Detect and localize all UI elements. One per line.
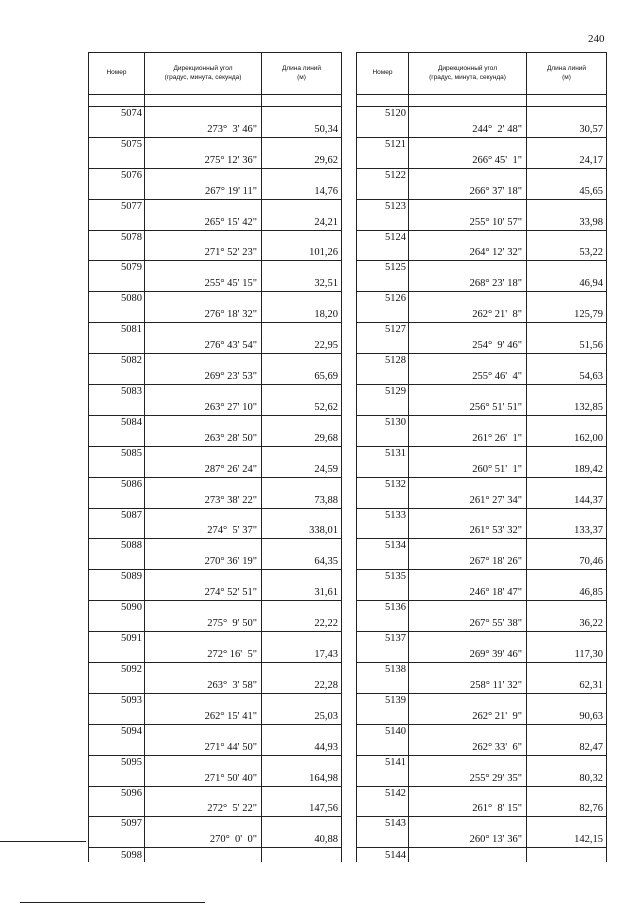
line-length-cell: 133,37 <box>527 508 607 539</box>
direction-angle-cell: 275° 9' 50" <box>145 601 262 632</box>
line-length-cell: 44,93 <box>262 724 342 755</box>
direction-angle-cell: 267° 55' 38" <box>409 601 527 632</box>
line-length-cell: 82,47 <box>527 724 607 755</box>
line-length-cell: 45,65 <box>527 168 607 199</box>
table-row <box>357 168 607 199</box>
table-row <box>357 539 607 570</box>
line-length-cell: 117,30 <box>527 632 607 663</box>
line-length-cell: 147,56 <box>262 786 342 817</box>
direction-angle-cell: 273° 38' 22" <box>145 477 262 508</box>
point-number-cell: 5134 <box>357 539 409 570</box>
direction-angle-cell: 262° 15' 41" <box>145 693 262 724</box>
line-length-cell: 32,51 <box>262 261 342 292</box>
table-row <box>357 415 607 446</box>
direction-angle-cell: 255° 46' 4" <box>409 354 527 385</box>
point-number-cell: 5078 <box>89 230 145 261</box>
line-length-cell: 65,69 <box>262 354 342 385</box>
point-number-cell: 5122 <box>357 168 409 199</box>
table-row <box>357 107 607 138</box>
direction-angle-cell: 276° 18' 32" <box>145 292 262 323</box>
direction-angle-cell: 255° 29' 35" <box>409 755 527 786</box>
point-number-cell: 5124 <box>357 230 409 261</box>
spacer-cell <box>262 95 342 107</box>
direction-angle-cell: 270° 36' 19" <box>145 539 262 570</box>
direction-angle-cell: 263° 27' 10" <box>145 385 262 416</box>
direction-angle-cell: 269° 39' 46" <box>409 632 527 663</box>
table-row <box>89 199 342 230</box>
point-number-cell: 5123 <box>357 199 409 230</box>
point-number-cell: 5092 <box>89 663 145 694</box>
line-length-cell: 142,15 <box>527 817 607 848</box>
line-length-cell: 31,61 <box>262 570 342 601</box>
table-row <box>357 508 607 539</box>
point-number-cell: 5094 <box>89 724 145 755</box>
table-row <box>357 477 607 508</box>
point-number-cell: 5132 <box>357 477 409 508</box>
point-number-cell: 5126 <box>357 292 409 323</box>
line-length-cell: 36,22 <box>527 601 607 632</box>
line-length-cell: 50,34 <box>262 107 342 138</box>
point-number-cell: 5084 <box>89 415 145 446</box>
table-row <box>89 137 342 168</box>
direction-angle-cell: 272° 16' 5" <box>145 632 262 663</box>
table-row <box>89 107 342 138</box>
point-number-cell: 5142 <box>357 786 409 817</box>
direction-angle-cell: 261° 27' 34" <box>409 477 527 508</box>
spacer-cell <box>357 95 409 107</box>
direction-angle-cell: 268° 23' 18" <box>409 261 527 292</box>
point-number-cell: 5120 <box>357 107 409 138</box>
line-length-cell: 24,59 <box>262 446 342 477</box>
table-row <box>89 570 342 601</box>
direction-angle-cell: 261° 8' 15" <box>409 786 527 817</box>
line-length-cell: 144,37 <box>527 477 607 508</box>
point-number-cell: 5137 <box>357 632 409 663</box>
table-row <box>89 415 342 446</box>
point-number-cell: 5081 <box>89 323 145 354</box>
direction-angle-cell: 244° 2' 48" <box>409 107 527 138</box>
line-length-cell: 90,63 <box>527 693 607 724</box>
table-row <box>89 601 342 632</box>
table-row <box>89 230 342 261</box>
point-number-cell: 5131 <box>357 446 409 477</box>
header-line-length: Длина линий (м) <box>262 53 342 95</box>
header-number: Номер <box>357 53 409 95</box>
line-length-cell: 46,94 <box>527 261 607 292</box>
point-number-cell: 5098 <box>89 848 145 862</box>
table-row-last <box>89 848 342 862</box>
table-row <box>89 168 342 199</box>
direction-angle-cell: 276° 43' 54" <box>145 323 262 354</box>
table-row <box>89 508 342 539</box>
direction-angle-cell: 258° 11' 32" <box>409 663 527 694</box>
spacer-cell <box>409 95 527 107</box>
point-number-cell: 5091 <box>89 632 145 663</box>
direction-angle-cell: 262° 21' 8" <box>409 292 527 323</box>
spacer-cell <box>527 95 607 107</box>
point-number-cell: 5135 <box>357 570 409 601</box>
line-length-cell: 51,56 <box>527 323 607 354</box>
table-row <box>357 570 607 601</box>
table-row <box>357 199 607 230</box>
table-row <box>357 385 607 416</box>
header-direction-angle: Дирекционный угол (градус, минута, секунда) <box>145 53 262 95</box>
table-row <box>89 354 342 385</box>
table-row <box>89 323 342 354</box>
table-row <box>89 632 342 663</box>
point-number-cell: 5144 <box>357 848 409 862</box>
line-length-cell: 132,85 <box>527 385 607 416</box>
line-length-cell: 101,26 <box>262 230 342 261</box>
point-number-cell: 5075 <box>89 137 145 168</box>
point-number-cell: 5082 <box>89 354 145 385</box>
direction-angle-cell: 271° 50' 40" <box>145 755 262 786</box>
point-number-cell: 5139 <box>357 693 409 724</box>
table-row <box>357 755 607 786</box>
direction-angle-cell: 275° 12' 36" <box>145 137 262 168</box>
table-row <box>357 230 607 261</box>
point-number-cell: 5080 <box>89 292 145 323</box>
point-number-cell: 5140 <box>357 724 409 755</box>
direction-angle-cell: 274° 5' 37" <box>145 508 262 539</box>
direction-angle-cell: 267° 19' 11" <box>145 168 262 199</box>
empty-cell <box>262 848 342 862</box>
direction-angle-cell: 261° 53' 32" <box>409 508 527 539</box>
line-length-cell: 54,63 <box>527 354 607 385</box>
direction-angle-cell: 255° 10' 57" <box>409 199 527 230</box>
line-length-cell: 30,57 <box>527 107 607 138</box>
table-row-last <box>357 848 607 862</box>
direction-angle-cell: 274° 52' 51" <box>145 570 262 601</box>
line-length-cell: 62,31 <box>527 663 607 694</box>
header-number: Номер <box>89 53 145 95</box>
table-row <box>357 724 607 755</box>
line-length-cell: 189,42 <box>527 446 607 477</box>
point-number-cell: 5136 <box>357 601 409 632</box>
point-number-cell: 5133 <box>357 508 409 539</box>
line-length-cell: 29,68 <box>262 415 342 446</box>
point-number-cell: 5088 <box>89 539 145 570</box>
point-number-cell: 5077 <box>89 199 145 230</box>
table-row <box>89 817 342 848</box>
point-number-cell: 5129 <box>357 385 409 416</box>
line-length-cell: 52,62 <box>262 385 342 416</box>
table-row <box>89 477 342 508</box>
spacer-cell <box>145 95 262 107</box>
line-length-cell: 162,00 <box>527 415 607 446</box>
point-number-cell: 5085 <box>89 446 145 477</box>
direction-angle-cell: 263° 3' 58" <box>145 663 262 694</box>
line-length-cell: 40,88 <box>262 817 342 848</box>
empty-cell <box>145 848 262 862</box>
table-row <box>357 817 607 848</box>
direction-angle-cell: 272° 5' 22" <box>145 786 262 817</box>
direction-angle-cell: 255° 45' 15" <box>145 261 262 292</box>
right-coordinate-table <box>356 52 607 862</box>
left-coordinate-table <box>88 52 342 862</box>
direction-angle-cell: 269° 23' 53" <box>145 354 262 385</box>
table-row <box>89 693 342 724</box>
point-number-cell: 5096 <box>89 786 145 817</box>
header-direction-angle: Дирекционный угол (градус, минута, секунда) <box>409 53 527 95</box>
header-line-length: Длина линий (м) <box>527 53 607 95</box>
table-row <box>89 786 342 817</box>
table-row <box>89 724 342 755</box>
line-length-cell: 64,35 <box>262 539 342 570</box>
direction-angle-cell: 260° 13' 36" <box>409 817 527 848</box>
direction-angle-cell: 265° 15' 42" <box>145 199 262 230</box>
direction-angle-cell: 266° 45' 1" <box>409 137 527 168</box>
line-length-cell: 125,79 <box>527 292 607 323</box>
direction-angle-cell: 273° 3' 46" <box>145 107 262 138</box>
point-number-cell: 5083 <box>89 385 145 416</box>
direction-angle-cell: 256° 51' 51" <box>409 385 527 416</box>
direction-angle-cell: 266° 37' 18" <box>409 168 527 199</box>
point-number-cell: 5141 <box>357 755 409 786</box>
point-number-cell: 5097 <box>89 817 145 848</box>
line-length-cell: 22,28 <box>262 663 342 694</box>
point-number-cell: 5130 <box>357 415 409 446</box>
line-length-cell: 24,17 <box>527 137 607 168</box>
line-length-cell: 338,01 <box>262 508 342 539</box>
point-number-cell: 5127 <box>357 323 409 354</box>
page-number: 240 <box>588 33 605 45</box>
point-number-cell: 5125 <box>357 261 409 292</box>
point-number-cell: 5121 <box>357 137 409 168</box>
line-length-cell: 25,03 <box>262 693 342 724</box>
direction-angle-cell: 260° 51' 1" <box>409 446 527 477</box>
point-number-cell: 5128 <box>357 354 409 385</box>
point-number-cell: 5079 <box>89 261 145 292</box>
point-number-cell: 5090 <box>89 601 145 632</box>
table-row <box>357 261 607 292</box>
line-length-cell: 53,22 <box>527 230 607 261</box>
table-row <box>89 663 342 694</box>
table-row <box>89 261 342 292</box>
table-row <box>89 539 342 570</box>
table-row <box>357 354 607 385</box>
line-length-cell: 14,76 <box>262 168 342 199</box>
table-row <box>357 446 607 477</box>
line-length-cell: 80,32 <box>527 755 607 786</box>
direction-angle-cell: 262° 21' 9" <box>409 693 527 724</box>
direction-angle-cell: 271° 52' 23" <box>145 230 262 261</box>
direction-angle-cell: 261° 26' 1" <box>409 415 527 446</box>
table-row <box>357 323 607 354</box>
line-length-cell: 17,43 <box>262 632 342 663</box>
point-number-cell: 5095 <box>89 755 145 786</box>
line-length-cell: 82,76 <box>527 786 607 817</box>
table-row <box>89 755 342 786</box>
direction-angle-cell: 287° 26' 24" <box>145 446 262 477</box>
spacer-cell <box>89 95 145 107</box>
point-number-cell: 5087 <box>89 508 145 539</box>
margin-rule <box>0 841 86 842</box>
footnote-rule <box>20 902 205 903</box>
table-row <box>357 786 607 817</box>
line-length-cell: 46,85 <box>527 570 607 601</box>
direction-angle-cell: 263° 28' 50" <box>145 415 262 446</box>
direction-angle-cell: 264° 12' 32" <box>409 230 527 261</box>
line-length-cell: 18,20 <box>262 292 342 323</box>
line-length-cell: 33,98 <box>527 199 607 230</box>
empty-cell <box>527 848 607 862</box>
table-row <box>357 601 607 632</box>
point-number-cell: 5076 <box>89 168 145 199</box>
direction-angle-cell: 262° 33' 6" <box>409 724 527 755</box>
table-row <box>357 693 607 724</box>
direction-angle-cell: 267° 18' 26" <box>409 539 527 570</box>
line-length-cell: 24,21 <box>262 199 342 230</box>
direction-angle-cell: 270° 0' 0" <box>145 817 262 848</box>
line-length-cell: 22,22 <box>262 601 342 632</box>
point-number-cell: 5093 <box>89 693 145 724</box>
empty-cell <box>409 848 527 862</box>
point-number-cell: 5086 <box>89 477 145 508</box>
line-length-cell: 164,98 <box>262 755 342 786</box>
line-length-cell: 29,62 <box>262 137 342 168</box>
point-number-cell: 5138 <box>357 663 409 694</box>
table-row <box>357 137 607 168</box>
direction-angle-cell: 271° 44' 50" <box>145 724 262 755</box>
direction-angle-cell: 246° 18' 47" <box>409 570 527 601</box>
table-row <box>89 385 342 416</box>
line-length-cell: 73,88 <box>262 477 342 508</box>
point-number-cell: 5143 <box>357 817 409 848</box>
point-number-cell: 5089 <box>89 570 145 601</box>
line-length-cell: 22,95 <box>262 323 342 354</box>
table-row <box>357 663 607 694</box>
table-row <box>357 292 607 323</box>
table-row <box>89 446 342 477</box>
table-row <box>89 292 342 323</box>
direction-angle-cell: 254° 9' 46" <box>409 323 527 354</box>
line-length-cell: 70,46 <box>527 539 607 570</box>
table-row <box>357 632 607 663</box>
point-number-cell: 5074 <box>89 107 145 138</box>
